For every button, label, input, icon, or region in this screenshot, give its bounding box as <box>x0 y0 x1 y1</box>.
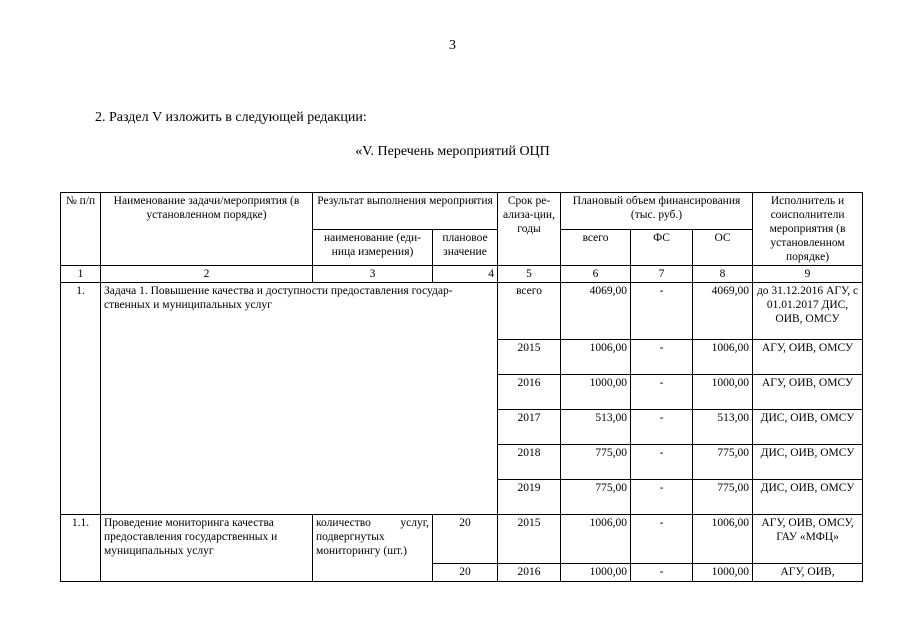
header-num: № п/п <box>61 193 101 266</box>
table-row <box>61 515 863 564</box>
os-cell: 1006,00 <box>693 515 753 564</box>
term-cell: 2018 <box>498 445 561 480</box>
executor-cell: АГУ, ОИВ, ОМСУ <box>753 375 863 410</box>
value-cell: 20 <box>433 564 498 582</box>
total-cell: 1000,00 <box>561 375 631 410</box>
value-cell: 20 <box>433 515 498 564</box>
header-result: Результат выполнения мероприятия <box>313 193 498 230</box>
header-term: Срок ре-ализа-ции, годы <box>498 193 561 266</box>
col-number: 1 <box>61 266 101 283</box>
term-cell: 2017 <box>498 410 561 445</box>
header-result-value: плановое значение <box>433 229 498 266</box>
total-cell: 775,00 <box>561 480 631 515</box>
os-cell: 4069,00 <box>693 283 753 340</box>
fs-cell: - <box>631 515 693 564</box>
header-total: всего <box>561 229 631 266</box>
task-number: 1. <box>61 283 101 515</box>
col-number: 6 <box>561 266 631 283</box>
col-number: 7 <box>631 266 693 283</box>
table-row <box>61 283 863 340</box>
column-numbers-row <box>61 266 863 283</box>
term-cell: 2019 <box>498 480 561 515</box>
header-fs: ФС <box>631 229 693 266</box>
fs-cell: - <box>631 340 693 375</box>
os-cell: 1006,00 <box>693 340 753 375</box>
fs-cell: - <box>631 375 693 410</box>
activities-table <box>60 192 863 582</box>
fs-cell: - <box>631 410 693 445</box>
header-volume: Плановый объем финансирования (тыс. руб.) <box>561 193 753 230</box>
term-cell: 2016 <box>498 375 561 410</box>
col-number: 3 <box>313 266 433 283</box>
executor-cell: ДИС, ОИВ, ОМСУ <box>753 480 863 515</box>
total-cell: 1006,00 <box>561 515 631 564</box>
section-title: «V. Перечень мероприятий ОЦП <box>355 144 550 159</box>
term-cell: 2016 <box>498 564 561 582</box>
task-name: Задача 1. Повышение качества и доступности предоставления государ-ственных и муниципальных услуг <box>101 283 498 515</box>
col-number: 8 <box>693 266 753 283</box>
fs-cell: - <box>631 480 693 515</box>
os-cell: 513,00 <box>693 410 753 445</box>
executor-cell: ДИС, ОИВ, ОМСУ <box>753 445 863 480</box>
fs-cell: - <box>631 283 693 340</box>
item-name: Проведение мониторинга качества предоставления государственных и муниципальных услуг <box>101 515 313 582</box>
executor-cell: АГУ, ОИВ, ОМСУ, ГАУ «МФЦ» <box>753 515 863 564</box>
os-cell: 1000,00 <box>693 375 753 410</box>
term-cell: 2015 <box>498 340 561 375</box>
col-number: 2 <box>101 266 313 283</box>
term-cell: всего <box>498 283 561 340</box>
col-number: 4 <box>433 266 498 283</box>
header-result-name: наименование (еди-ница измерения) <box>313 229 433 266</box>
header-os: ОС <box>693 229 753 266</box>
total-cell: 513,00 <box>561 410 631 445</box>
executor-cell: АГУ, ОИВ, ОМСУ <box>753 340 863 375</box>
instruction-text: 2. Раздел V изложить в следующей редакции: <box>95 110 367 125</box>
col-number: 5 <box>498 266 561 283</box>
fs-cell: - <box>631 445 693 480</box>
page-number: 3 <box>449 38 456 53</box>
term-cell: 2015 <box>498 515 561 564</box>
fs-cell: - <box>631 564 693 582</box>
os-cell: 775,00 <box>693 445 753 480</box>
executor-cell: до 31.12.2016 АГУ, с 01.01.2017 ДИС, ОИВ, ОМСУ <box>753 283 863 340</box>
total-cell: 1006,00 <box>561 340 631 375</box>
os-cell: 775,00 <box>693 480 753 515</box>
total-cell: 1000,00 <box>561 564 631 582</box>
executor-cell: ДИС, ОИВ, ОМСУ <box>753 410 863 445</box>
header-executor: Исполнитель и соисполнители мероприятия (в установленном порядке) <box>753 193 863 266</box>
header-row-1 <box>61 193 863 230</box>
item-number: 1.1. <box>61 515 101 582</box>
item-result-name: количество услуг, подвергнутых мониторингу (шт.) <box>313 515 433 582</box>
executor-cell: АГУ, ОИВ, <box>753 564 863 582</box>
header-name: Наименование задачи/мероприятия (в установленном порядке) <box>101 193 313 266</box>
os-cell: 1000,00 <box>693 564 753 582</box>
total-cell: 775,00 <box>561 445 631 480</box>
col-number: 9 <box>753 266 863 283</box>
total-cell: 4069,00 <box>561 283 631 340</box>
